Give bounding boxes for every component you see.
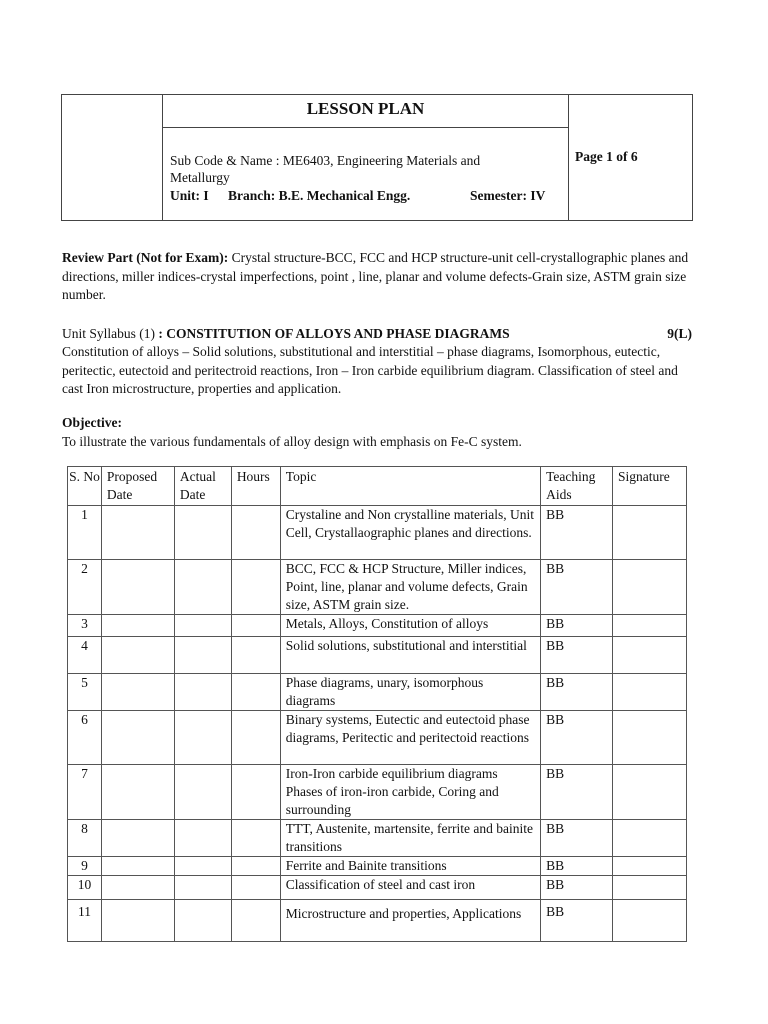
row-teaching-aids: BB [541, 711, 613, 765]
row-sno: 6 [68, 711, 102, 765]
table-row [68, 615, 687, 637]
syllabus-prefix: Unit Syllabus (1) [62, 326, 159, 341]
table-row [68, 857, 687, 876]
row-actual-date [174, 900, 231, 942]
review-section [62, 249, 692, 305]
row-actual-date [174, 765, 231, 820]
row-topic: Phase diagrams, unary, isomorphous diagrams [280, 674, 540, 711]
row-topic: Crystaline and Non crystalline materials, Unit Cell, Crystallaographic planes and directions. [280, 506, 540, 560]
row-hours [231, 506, 280, 560]
review-label: Review Part (Not for Exam): [62, 250, 229, 265]
row-proposed-date [101, 711, 174, 765]
row-sno: 5 [68, 674, 102, 711]
syllabus-heading [62, 325, 692, 343]
row-topic: Binary systems, Eutectic and eutectoid phase diagrams, Peritectic and peritectoid reactions [280, 711, 540, 765]
header-logo-cell [62, 95, 163, 220]
row-proposed-date [101, 560, 174, 615]
row-actual-date [174, 857, 231, 876]
row-teaching-aids: BB [541, 506, 613, 560]
syllabus-text: Constitution of alloys – Solid solutions, substitutional and interstitial – phase diagrams, Isomorphous, eutectic, peritectic, eutectoid and peritectroid reactions, Iron – Iron carbide equilibrium diagram. Classification of steel and cast Iron microstructure, properties and application. [62, 344, 678, 396]
col-header-teaching-aids: Teaching Aids [541, 467, 613, 506]
table-row [68, 765, 687, 820]
row-proposed-date [101, 820, 174, 857]
row-topic: BCC, FCC & HCP Structure, Miller indices, Point, line, planar and volume defects, Grain size, ASTM grain size. [280, 560, 540, 615]
table-row [68, 506, 687, 560]
row-actual-date [174, 560, 231, 615]
table-header-row [68, 467, 687, 506]
row-hours [231, 876, 280, 900]
col-header-proposed-date: Proposed Date [101, 467, 174, 506]
row-teaching-aids: BB [541, 900, 613, 942]
row-signature [613, 820, 687, 857]
row-hours [231, 674, 280, 711]
row-proposed-date [101, 674, 174, 711]
objective-text: To illustrate the various fundamentals of alloy design with emphasis on Fe-C system. [62, 433, 522, 449]
table-row [68, 900, 687, 942]
row-teaching-aids: BB [541, 876, 613, 900]
row-proposed-date [101, 876, 174, 900]
col-header-hours: Hours [231, 467, 280, 506]
row-proposed-date [101, 615, 174, 637]
header-box [61, 94, 693, 221]
unit-label: Unit: I [170, 188, 209, 203]
page-number: Page 1 of 6 [575, 149, 638, 164]
row-topic: Solid solutions, substitutional and interstitial [280, 637, 540, 674]
row-actual-date [174, 615, 231, 637]
row-hours [231, 711, 280, 765]
row-topic: Ferrite and Bainite transitions [280, 857, 540, 876]
syllabus-title: : CONSTITUTION OF ALLOYS AND PHASE DIAGRAMS [158, 326, 510, 341]
unit-branch-semester [170, 188, 545, 204]
branch-label: Branch: B.E. Mechanical Engg. [228, 188, 411, 203]
row-topic: Microstructure and properties, Applications [280, 900, 540, 942]
lesson-plan-table [67, 466, 687, 942]
row-signature [613, 765, 687, 820]
row-sno: 11 [68, 900, 102, 942]
table-row [68, 876, 687, 900]
row-teaching-aids: BB [541, 674, 613, 711]
table-row [68, 711, 687, 765]
row-actual-date [174, 711, 231, 765]
syllabus-hours: 9(L) [667, 326, 692, 341]
row-sno: 1 [68, 506, 102, 560]
table-row [68, 674, 687, 711]
row-sno: 2 [68, 560, 102, 615]
semester-label: Semester: IV [470, 188, 546, 203]
row-signature [613, 857, 687, 876]
subject-code-name: Sub Code & Name : ME6403, Engineering Materials and Metallurgy [170, 153, 481, 185]
row-signature [613, 711, 687, 765]
review-text: Crystal structure-BCC, FCC and HCP structure-unit cell-crystallographic planes and directions, miller indices-crystal imperfections, point , line, planar and volume defects-Grain size, ASTM grain size number. [62, 250, 689, 302]
row-proposed-date [101, 637, 174, 674]
row-proposed-date [101, 506, 174, 560]
table-row [68, 560, 687, 615]
row-teaching-aids: BB [541, 637, 613, 674]
row-actual-date [174, 506, 231, 560]
table-row [68, 820, 687, 857]
objective-label: Objective: [62, 415, 122, 430]
row-hours [231, 765, 280, 820]
row-hours [231, 615, 280, 637]
row-teaching-aids: BB [541, 820, 613, 857]
row-signature [613, 674, 687, 711]
row-sno: 3 [68, 615, 102, 637]
row-proposed-date [101, 765, 174, 820]
row-sno: 9 [68, 857, 102, 876]
col-header-actual-date: Actual Date [174, 467, 231, 506]
row-signature [613, 900, 687, 942]
row-sno: 8 [68, 820, 102, 857]
row-teaching-aids: BB [541, 857, 613, 876]
row-topic: TTT, Austenite, martensite, ferrite and bainite transitions [280, 820, 540, 857]
objective-section [62, 414, 692, 451]
table-row [68, 637, 687, 674]
row-sno: 7 [68, 765, 102, 820]
page-title: LESSON PLAN [163, 95, 568, 128]
header-info-cell [163, 95, 569, 220]
row-signature [613, 506, 687, 560]
row-signature [613, 615, 687, 637]
row-actual-date [174, 820, 231, 857]
row-teaching-aids: BB [541, 765, 613, 820]
header-page-cell [569, 95, 692, 220]
row-proposed-date [101, 857, 174, 876]
row-signature [613, 876, 687, 900]
col-header-sno: S. No [68, 467, 102, 506]
row-actual-date [174, 637, 231, 674]
row-actual-date [174, 674, 231, 711]
row-actual-date [174, 876, 231, 900]
row-sno: 10 [68, 876, 102, 900]
row-sno: 4 [68, 637, 102, 674]
row-hours [231, 900, 280, 942]
row-topic: Classification of steel and cast iron [280, 876, 540, 900]
row-hours [231, 637, 280, 674]
row-topic: Metals, Alloys, Constitution of alloys [280, 615, 540, 637]
syllabus-section [62, 325, 692, 399]
col-header-topic: Topic [280, 467, 540, 506]
row-hours [231, 820, 280, 857]
row-teaching-aids: BB [541, 560, 613, 615]
row-signature [613, 637, 687, 674]
row-proposed-date [101, 900, 174, 942]
row-teaching-aids: BB [541, 615, 613, 637]
row-topic: Iron-Iron carbide equilibrium diagrams Phases of iron-iron carbide, Coring and surrounding [280, 765, 540, 820]
col-header-signature: Signature [613, 467, 687, 506]
row-signature [613, 560, 687, 615]
row-hours [231, 857, 280, 876]
row-hours [231, 560, 280, 615]
